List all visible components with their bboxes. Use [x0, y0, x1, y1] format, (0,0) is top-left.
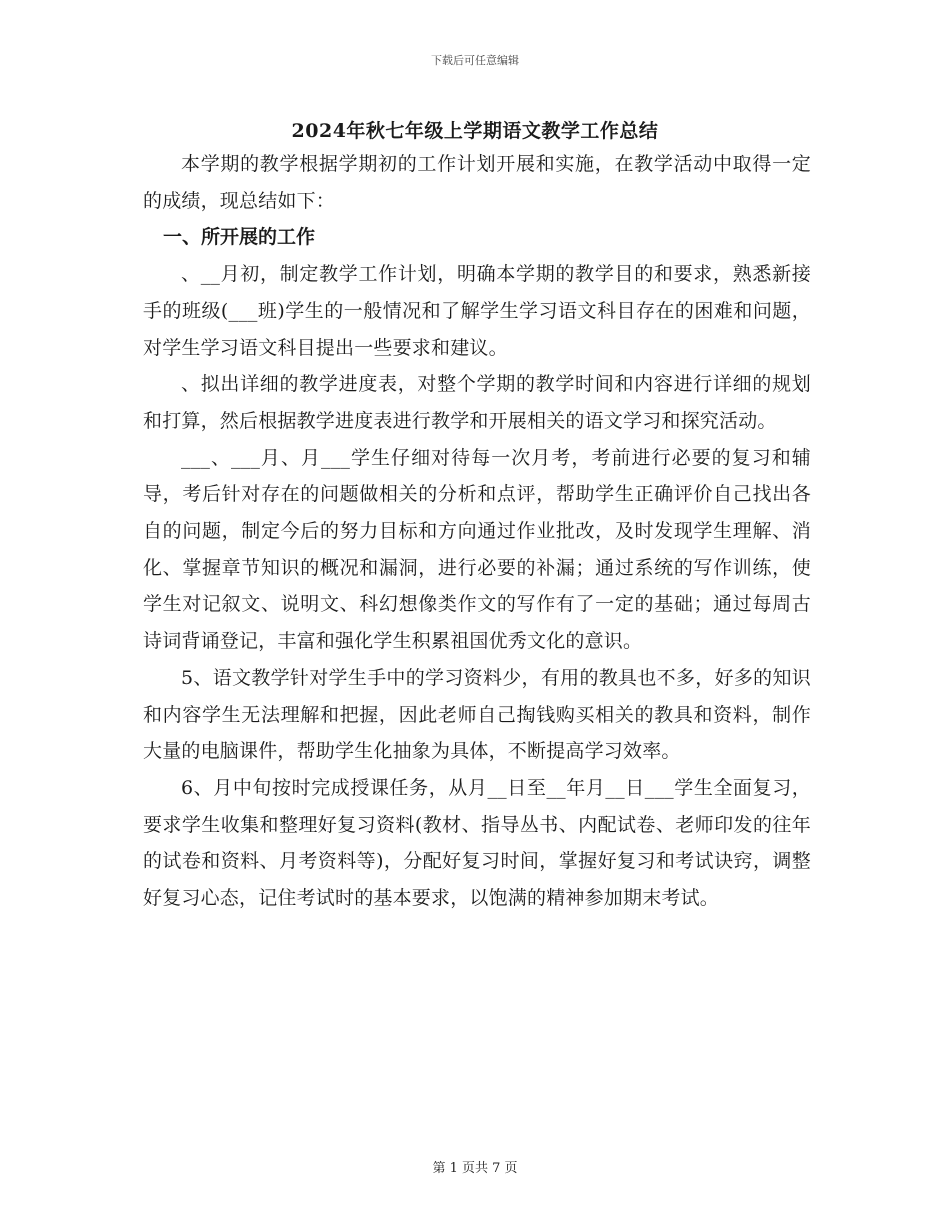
document-body	[143, 146, 811, 917]
page-title: 2024年秋七年级上学期语文教学工作总结	[291, 120, 659, 142]
paragraph-5: 5、语文教学针对学生手中的学习资料少，有用的教具也不多，好多的知识和内容学生无法理解和把握，因此老师自己掏钱购买相关的教具和资料，制作大量的电脑课件，帮助学生化抽象为具体，不断提高学习效率。	[143, 666, 811, 763]
intro-paragraph: 本学期的教学根据学期初的工作计划开展和实施，在教学活动中取得一定的成绩，现总结如下：	[143, 153, 811, 212]
paragraph-1: 、__月初，制定教学工作计划，明确本学期的教学目的和要求，熟悉新接手的班级(___班)学生的一般情况和了解学生学习语文科目存在的困难和问题，对学生学习语文科目提出一些要求和建议。	[143, 263, 811, 359]
paragraph-3: ___、___月、月___学生仔细对待每一次月考，考前进行必要的复习和辅导，考后针对存在的问题做相关的分析和点评，帮助学生正确评价自己找出各自的问题，制定今后的努力目标和方向通过作业批改，及时发现学生理解、消化、掌握章节知识的概况和漏洞，进行必要的补漏；通过系统的写作训练，使学生对记叙文、说明文、科幻想像类作文的写作有了一定的基础；通过每周古诗词背诵登记，丰富和强化学生积累祖国优秀文化的意识。	[143, 446, 811, 653]
paragraph-6: 6、月中旬按时完成授课任务，从月__日至__年月__日___学生全面复习，要求学生收集和整理好复习资料(教材、指导丛书、内配试卷、老师印发的往年的试卷和资料、月考资料等)，分配好复习时间，掌握好复习和考试诀窍，调整好复习心态，记住考试时的基本要求，以饱满的精神参加期末考试。	[143, 776, 811, 910]
section-heading: 一、所开展的工作	[163, 226, 316, 249]
header-note: 下载后可任意编辑	[431, 54, 519, 67]
page-footer: 第 1 页共 7 页	[432, 1161, 518, 1176]
paragraph-2: 、拟出详细的教学进度表，对整个学期的教学时间和内容进行详细的规划和打算，然后根据教学进度表进行教学和开展相关的语文学习和探究活动。	[143, 373, 811, 432]
